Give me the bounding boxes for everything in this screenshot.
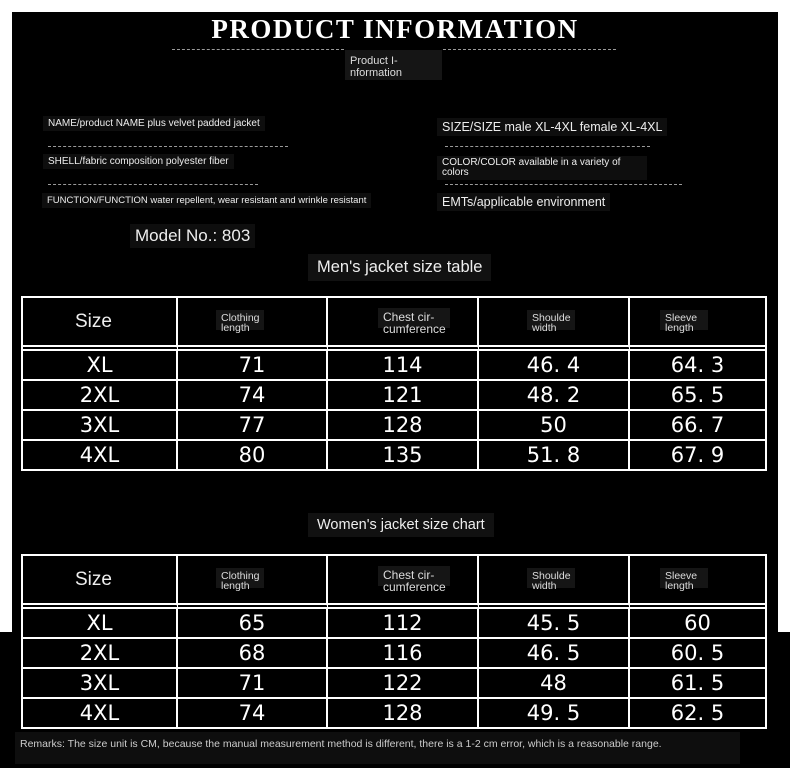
info-size: SIZE/SIZE male XL-4XL female XL-4XL <box>437 118 667 136</box>
info-shell: SHELL/fabric composition polyester fiber <box>43 154 234 169</box>
table-cell: 48. 2 <box>479 381 630 411</box>
info-divider <box>48 184 258 185</box>
header-clothing-length: Clothing length <box>178 298 328 351</box>
table-cell: 3XL <box>23 411 178 441</box>
table-cell: 60. 5 <box>630 639 765 669</box>
table-cell: XL <box>23 609 178 639</box>
header-shoulder-width: Shoulde width <box>479 556 630 609</box>
table-cell: 46. 5 <box>479 639 630 669</box>
table-cell: 50 <box>479 411 630 441</box>
table-cell: 74 <box>178 699 328 727</box>
table-cell: 62. 5 <box>670 701 725 725</box>
table-cell: 77 <box>178 411 328 441</box>
table-row <box>23 609 765 639</box>
table-row <box>23 351 765 381</box>
header-clothing-length: Clothing length <box>178 556 328 609</box>
info-environment: EMTs/applicable environment <box>437 193 610 211</box>
table-cell: 4XL <box>23 699 178 727</box>
table-cell: 114 <box>328 351 479 381</box>
info-divider <box>445 146 650 147</box>
table-cell: 116 <box>328 639 479 669</box>
table-row <box>23 699 765 727</box>
table-header-row <box>23 298 765 351</box>
womens-size-table <box>21 554 767 729</box>
info-name: NAME/product NAME plus velvet padded jacket <box>43 116 265 131</box>
table-cell: 3XL <box>23 669 178 699</box>
info-function: FUNCTION/FUNCTION water repellent, wear resistant and wrinkle resistant <box>42 193 371 208</box>
table-cell: 71 <box>178 351 328 381</box>
title-divider-left <box>172 49 344 50</box>
womens-table-title: Women's jacket size chart <box>308 513 494 537</box>
table-cell: 51. 8 <box>479 441 630 469</box>
table-cell: 65 <box>178 609 328 639</box>
table-cell: 80 <box>178 441 328 469</box>
table-row <box>23 669 765 699</box>
info-model: Model No.: 803 <box>130 224 255 248</box>
header-size: Size <box>23 298 178 351</box>
header-chest-circumference: Chest cir- cumference <box>328 298 479 351</box>
table-header-row <box>23 556 765 609</box>
table-cell: 60 <box>630 609 765 639</box>
table-cell: 4XL <box>23 441 178 469</box>
table-cell: 2XL <box>23 639 178 669</box>
frame-right <box>778 0 790 632</box>
frame-top <box>0 0 790 12</box>
title-divider-right <box>443 49 616 50</box>
header-chest-circumference: Chest cir- cumference <box>328 556 479 609</box>
mens-table-title: Men's jacket size table <box>308 254 491 281</box>
table-cell: 2XL <box>23 381 178 411</box>
header-sleeve-length: Sleeve length <box>630 556 765 609</box>
table-cell: 71 <box>178 669 328 699</box>
info-divider <box>445 184 682 185</box>
info-color: COLOR/COLOR available in a variety of colors <box>437 156 647 180</box>
header-size: Size <box>23 556 178 609</box>
table-cell: 121 <box>328 381 479 411</box>
table-cell: 64. 3 <box>630 351 765 381</box>
table-cell: 68 <box>178 639 328 669</box>
table-cell: 46. 4 <box>479 351 630 381</box>
page-title: PRODUCT INFORMATION <box>211 14 579 44</box>
mens-size-table <box>21 296 767 471</box>
table-cell: 48 <box>479 669 630 699</box>
page-subtitle: Product I- nformation <box>345 50 442 80</box>
table-cell: 67. 9 <box>670 443 725 467</box>
frame-bottom <box>0 768 790 772</box>
table-cell: 45. 5 <box>479 609 630 639</box>
table-cell: 61. 5 <box>630 669 765 699</box>
table-cell: 122 <box>328 669 479 699</box>
header-shoulder-width: Shoulde width <box>479 298 630 351</box>
table-cell: 49. 5 <box>479 699 630 727</box>
table-cell: 135 <box>328 441 479 469</box>
table-cell: 65. 5 <box>630 381 765 411</box>
info-divider <box>48 146 288 147</box>
table-row <box>23 381 765 411</box>
remarks-note: Remarks: The size unit is CM, because the manual measurement method is different, there is a 1-2 cm error, which is a reasonable range. <box>15 732 740 764</box>
table-cell: XL <box>23 351 178 381</box>
table-row <box>23 441 765 469</box>
table-cell: 66. 7 <box>630 411 765 441</box>
table-cell: 74 <box>178 381 328 411</box>
table-row <box>23 639 765 669</box>
header-sleeve-length: Sleeve length <box>630 298 765 351</box>
table-row <box>23 411 765 441</box>
table-cell: 112 <box>328 609 479 639</box>
table-cell: 128 <box>328 699 479 727</box>
table-cell: 128 <box>328 411 479 441</box>
frame-left <box>0 0 12 632</box>
